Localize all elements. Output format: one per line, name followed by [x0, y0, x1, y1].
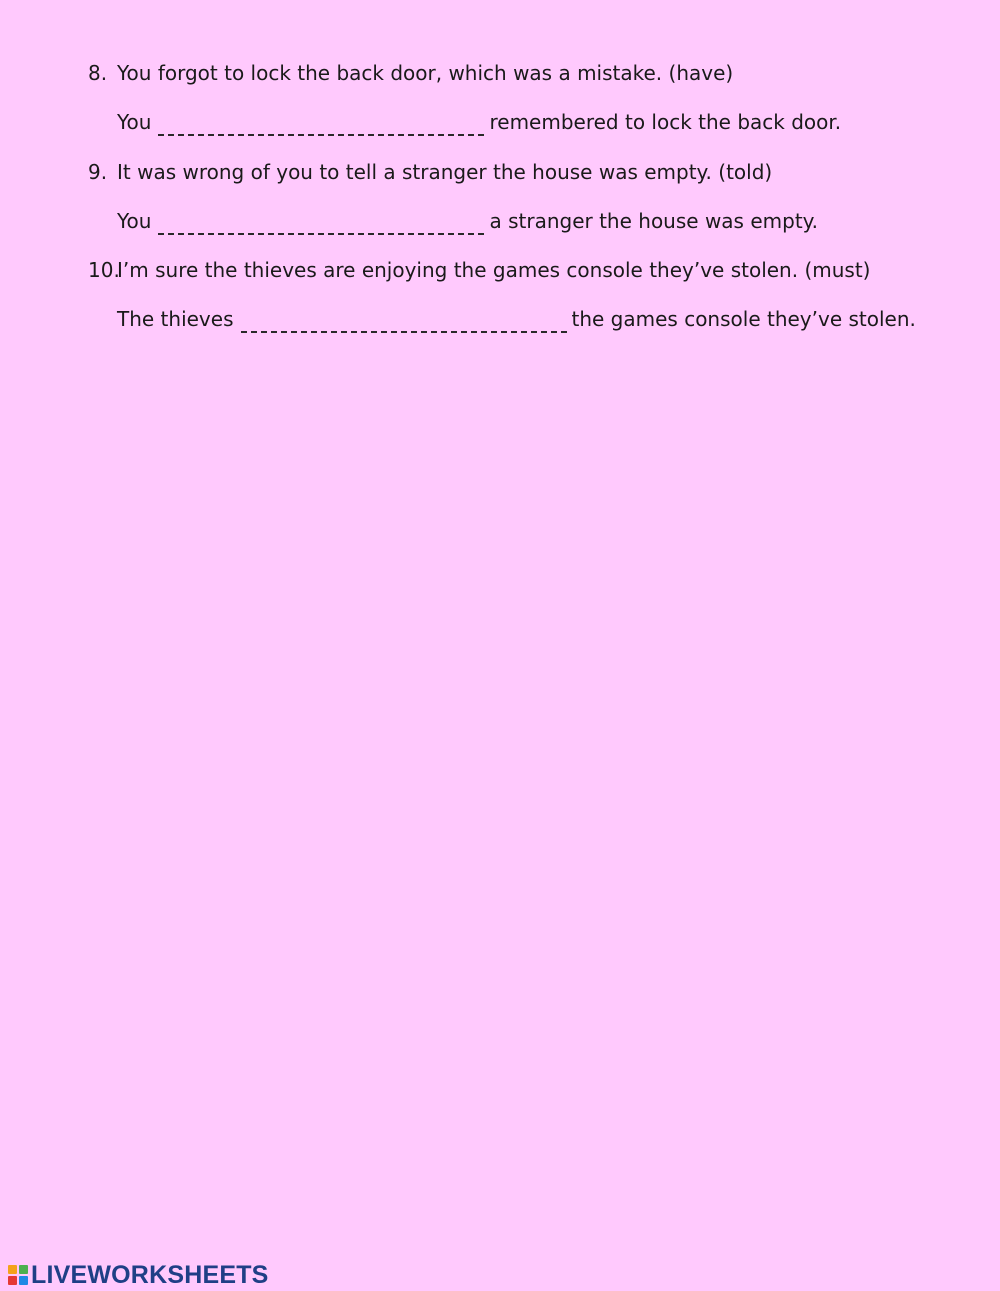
- question-number: 9.: [88, 160, 108, 184]
- logo-square: [19, 1265, 28, 1274]
- question-8-prompt: [88, 60, 733, 86]
- liveworksheets-logo: [8, 1262, 269, 1288]
- answer-blank-8[interactable]: [158, 116, 484, 136]
- answer-prefix: The thieves: [117, 307, 234, 331]
- question-9-prompt: [88, 159, 772, 185]
- answer-blank-9[interactable]: [158, 215, 484, 235]
- logo-square: [19, 1276, 28, 1285]
- question-number: 10.: [88, 258, 120, 282]
- question-number: 8.: [88, 61, 108, 85]
- answer-suffix: the games console they’ve stolen.: [571, 307, 916, 331]
- logo-square: [8, 1276, 17, 1285]
- answer-suffix: remembered to lock the back door.: [489, 110, 842, 134]
- question-10-prompt: [88, 257, 870, 283]
- logo-square: [8, 1265, 17, 1274]
- question-8-answer: [117, 109, 841, 136]
- logo-squares-icon: [8, 1265, 28, 1285]
- question-text: It was wrong of you to tell a stranger the house was empty. (told): [117, 160, 773, 184]
- answer-suffix: a stranger the house was empty.: [489, 209, 818, 233]
- question-10-answer: [117, 306, 916, 333]
- logo-text: LIVEWORKSHEETS: [31, 1260, 269, 1289]
- answer-prefix: You: [117, 209, 152, 233]
- question-text: You forgot to lock the back door, which was a mistake. (have): [117, 61, 734, 85]
- answer-blank-10[interactable]: [241, 313, 567, 333]
- question-9-answer: [117, 208, 818, 235]
- answer-prefix: You: [117, 110, 152, 134]
- question-text: I’m sure the thieves are enjoying the games console they’ve stolen. (must): [117, 258, 871, 282]
